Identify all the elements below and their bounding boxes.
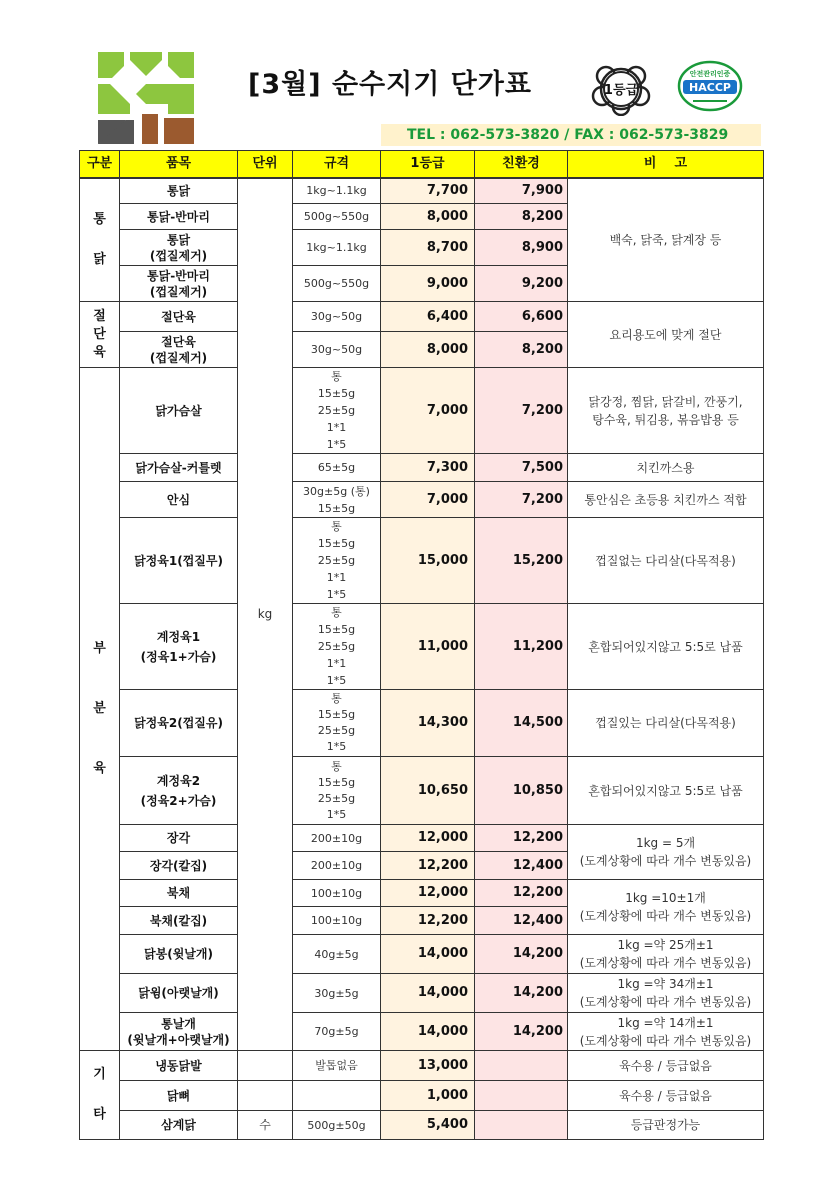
item-name: 통닭-반마리 [120,204,238,230]
table-row [80,302,764,332]
price-eco: 14,200 [475,935,568,974]
price-grade1: 12,200 [381,907,475,935]
category-tongdak: 통 닭 [80,178,120,302]
note-feet: 육수용 / 등급없음 [568,1051,764,1081]
table-row [80,757,764,825]
price-grade1: 12,000 [381,825,475,852]
price-grade1: 14,000 [381,935,475,974]
item-spec: 통 15±5g 25±5g 1*5 [293,690,381,757]
item-spec: 100±10g [293,907,381,935]
price-eco: 10,850 [475,757,568,825]
item-name: 계정육2 (정육2+가슴) [120,757,238,825]
note-thigh2: 껍질있는 다리살(다목적용) [568,690,764,757]
table-row [80,518,764,604]
note-thigh1: 껍질없는 다리살(다목적용) [568,518,764,604]
item-name: 닭정육2(껍질유) [120,690,238,757]
company-logo [98,52,194,144]
header-unit: 단위 [238,151,293,178]
table-row [80,1051,764,1081]
item-name: 장각(칼집) [120,852,238,880]
header-note: 비 고 [568,151,764,178]
price-grade1: 14,000 [381,974,475,1013]
item-spec: 통 15±5g 25±5g 1*1 1*5 [293,368,381,454]
item-spec: 30g±5g (통) 15±5g [293,482,381,518]
unit-kg: kg [238,178,293,1051]
price-eco: 7,900 [475,178,568,204]
table-row [80,1013,764,1051]
price-grade1: 9,000 [381,266,475,302]
note-tongdak: 백숙, 닭죽, 닭계장 등 [568,178,764,302]
category-jeoldan: 절 단 육 [80,302,120,368]
header-category: 구분 [80,151,120,178]
price-eco [475,1081,568,1111]
price-table [79,150,764,1140]
table-row [80,935,764,974]
price-eco: 11,200 [475,604,568,690]
price-eco: 8,900 [475,230,568,266]
item-spec: 통 15±5g 25±5g 1*1 1*5 [293,518,381,604]
table-row [80,690,764,757]
category-bubun: 부 분 육 [80,368,120,1051]
price-grade1: 6,400 [381,302,475,332]
price-eco: 12,400 [475,907,568,935]
item-spec: 30g~50g [293,302,381,332]
note-drum: 1kg =10±1개 (도계상황에 따라 개수 변동있음) [568,880,764,935]
haccp-top-text: 안전관리인증 [689,70,731,78]
note-jeoldan: 요리용도에 맞게 절단 [568,302,764,368]
price-grade1: 8,000 [381,204,475,230]
price-grade1: 12,200 [381,852,475,880]
item-spec: 500g~550g [293,266,381,302]
item-name: 절단육 (껍질제거) [120,332,238,368]
price-grade1: 5,400 [381,1111,475,1140]
item-name: 계정육1 (정육1+가슴) [120,604,238,690]
item-spec: 30g±5g [293,974,381,1013]
price-eco: 7,200 [475,368,568,454]
note-mix2: 혼합되어있지않고 5:5로 납품 [568,757,764,825]
item-name: 북채(칼집) [120,907,238,935]
table-row [80,974,764,1013]
contact-info: TEL : 062-573-3820 / FAX : 062-573-3829 [381,124,761,146]
unit-blank [238,1051,293,1081]
header-grade1: 1등급 [381,151,475,178]
price-eco: 8,200 [475,204,568,230]
item-name: 냉동닭발 [120,1051,238,1081]
price-grade1: 11,000 [381,604,475,690]
item-name: 닭정육1(껍질무) [120,518,238,604]
price-grade1: 7,000 [381,368,475,454]
item-spec: 1kg~1.1kg [293,178,381,204]
item-spec: 200±10g [293,852,381,880]
price-grade1: 10,650 [381,757,475,825]
header-eco: 친환경 [475,151,568,178]
note-breast: 닭강정, 찜닭, 닭갈비, 깐풍기, 탕수육, 튀김용, 볶음밥용 등 [568,368,764,454]
item-name: 닭뼈 [120,1081,238,1111]
note-tender: 통안심은 초등용 치킨까스 적합 [568,482,764,518]
price-grade1: 14,300 [381,690,475,757]
price-eco: 14,200 [475,974,568,1013]
note-leg: 1kg = 5개 (도계상황에 따라 개수 변동있음) [568,825,764,880]
note-bone: 육수용 / 등급없음 [568,1081,764,1111]
item-spec: 500g~550g [293,204,381,230]
item-spec: 500g±50g [293,1111,381,1140]
price-grade1: 15,000 [381,518,475,604]
item-name: 닭윙(아랫날개) [120,974,238,1013]
note-wingstick: 1kg =약 25개±1 (도계상황에 따라 개수 변동있음) [568,935,764,974]
item-spec: 통 15±5g 25±5g 1*5 [293,757,381,825]
price-eco: 9,200 [475,266,568,302]
category-gita: 기 타 [80,1051,120,1140]
item-name: 닭봉(윗날개) [120,935,238,974]
table-row [80,825,764,852]
price-eco: 7,500 [475,454,568,482]
note-wing: 1kg =약 34개±1 (도계상황에 따라 개수 변동있음) [568,974,764,1013]
price-eco: 7,200 [475,482,568,518]
price-grade1: 14,000 [381,1013,475,1051]
item-spec: 70g±5g [293,1013,381,1051]
item-spec: 30g~50g [293,332,381,368]
price-eco: 14,500 [475,690,568,757]
table-row [80,1111,764,1140]
price-grade1: 13,000 [381,1051,475,1081]
item-name: 닭가슴살-커틀렛 [120,454,238,482]
item-name: 절단육 [120,302,238,332]
grade-seal-icon [590,62,652,116]
item-spec [293,1081,381,1111]
haccp-badge-icon [677,60,743,112]
price-eco: 15,200 [475,518,568,604]
price-grade1: 8,000 [381,332,475,368]
price-eco: 12,400 [475,852,568,880]
table-row [80,368,764,454]
grade-seal-text: 1등급 [603,83,639,98]
item-spec: 40g±5g [293,935,381,974]
price-grade1: 1,000 [381,1081,475,1111]
note-wholewing: 1kg =약 14개±1 (도계상황에 따라 개수 변동있음) [568,1013,764,1051]
note-samgye: 등급판정가능 [568,1111,764,1140]
item-name: 통닭-반마리 (껍질제거) [120,266,238,302]
page-title: [3월] 순수지기 단가표 [248,69,532,100]
note-mix1: 혼합되어있지않고 5:5로 납품 [568,604,764,690]
price-grade1: 8,700 [381,230,475,266]
haccp-text: HACCP [689,81,731,94]
item-spec: 1kg~1.1kg [293,230,381,266]
price-grade1: 7,000 [381,482,475,518]
table-row [80,178,764,204]
header-spec: 규격 [293,151,381,178]
price-eco: 14,200 [475,1013,568,1051]
price-eco: 8,200 [475,332,568,368]
item-name: 장각 [120,825,238,852]
item-spec: 200±10g [293,825,381,852]
header-item: 품목 [120,151,238,178]
item-name: 통닭 [120,178,238,204]
table-row [80,454,764,482]
unit-su: 수 [238,1111,293,1140]
note-cutlet: 치킨까스용 [568,454,764,482]
item-name: 통닭 (껍질제거) [120,230,238,266]
item-spec: 통 15±5g 25±5g 1*1 1*5 [293,604,381,690]
table-header-row [80,151,764,178]
price-eco: 12,200 [475,825,568,852]
item-name: 북채 [120,880,238,907]
price-grade1: 12,000 [381,880,475,907]
table-row [80,604,764,690]
table-row [80,880,764,907]
table-row [80,482,764,518]
price-eco: 6,600 [475,302,568,332]
price-eco [475,1051,568,1081]
item-name: 통날개 (윗날개+아랫날개) [120,1013,238,1051]
price-grade1: 7,300 [381,454,475,482]
item-name: 안심 [120,482,238,518]
table-row [80,1081,764,1111]
item-spec: 발톱없음 [293,1051,381,1081]
item-spec: 65±5g [293,454,381,482]
item-spec: 100±10g [293,880,381,907]
price-grade1: 7,700 [381,178,475,204]
item-name: 삼계닭 [120,1111,238,1140]
unit-blank [238,1081,293,1111]
price-eco: 12,200 [475,880,568,907]
price-eco [475,1111,568,1140]
item-name: 닭가슴살 [120,368,238,454]
